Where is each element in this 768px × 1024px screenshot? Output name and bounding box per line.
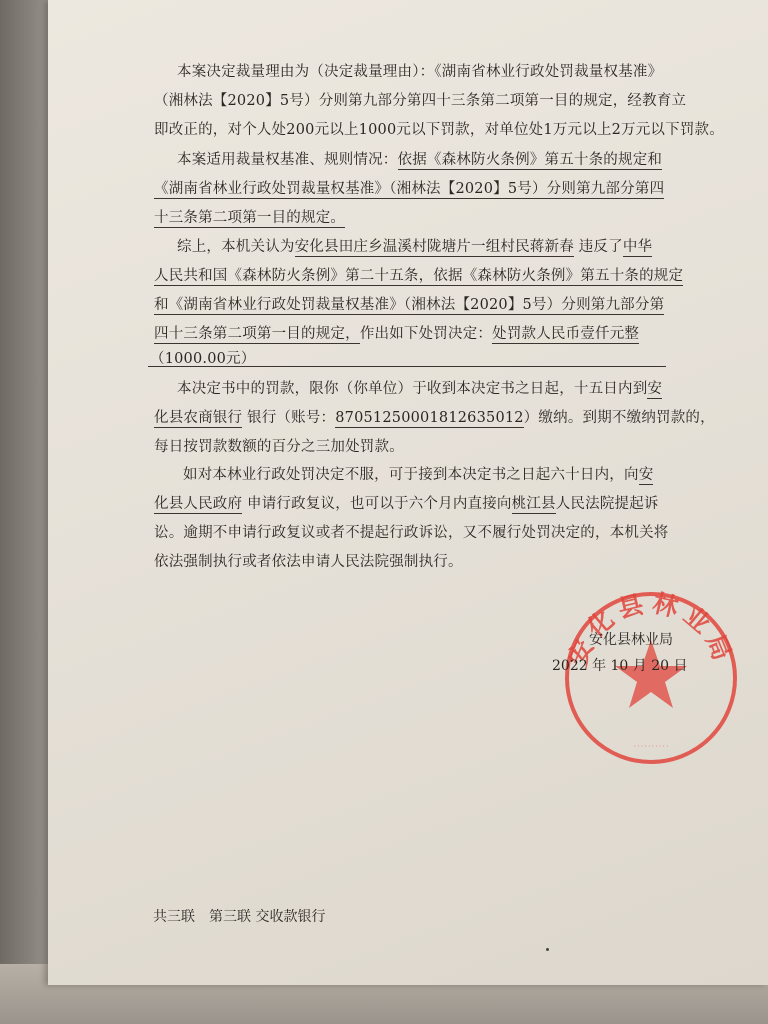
p5-line-1 — [183, 463, 653, 484]
p5-underlined-1: 安 — [638, 467, 654, 483]
p3-underlined-4: 四十三条第二项第一目的规定， — [154, 326, 360, 342]
p3-line-3 — [154, 293, 664, 314]
p2-prefix: 本案适用裁量权基准、规则情况： — [177, 152, 398, 168]
p3-fill-line — [148, 366, 666, 367]
p4-bank-name: 化县农商银行 — [154, 410, 243, 426]
p1-line-2: （湘林法【2020】5号）分则第九部分第四十三条第二项第一目的规定，经教育立 — [154, 93, 687, 109]
p2-underlined-2: 《湖南省林业行政处罚裁量权基准》（湘林法【2020】5号）分则第九部分第四 — [154, 181, 665, 197]
background-left — [0, 0, 50, 1024]
p3-underlined-1b: 中华 — [622, 239, 653, 255]
official-seal — [561, 588, 741, 768]
p5-mid: 申请行政复议，也可以于六个月内直接向 — [247, 496, 512, 512]
seal-code: ·········· — [632, 743, 670, 750]
seal-text: 安化县林业局 — [562, 588, 740, 670]
p3-prefix: 综上，本机关认为 — [177, 239, 295, 255]
p3-underlined-3: 和《湖南省林业行政处罚裁量权基准》（湘林法【2020】5号）分则第九部分第 — [154, 297, 665, 313]
p4-underlined-1: 安 — [647, 381, 663, 397]
p4-line-3: 每日按罚款数额的百分之三加处罚款。 — [154, 439, 404, 455]
p4-account-label: 银行（账号： — [247, 410, 336, 426]
p3-penalty-amount: 处罚款人民币壹仟元整 — [492, 326, 640, 342]
p4-suffix: ）缴纳。到期不缴纳罚款的， — [523, 410, 715, 426]
p3-violator: 安化县田庄乡温溪村陇塘片一组村民蒋新春 — [294, 239, 574, 255]
p2-underlined-1: 依据《森林防火条例》第五十条的规定和 — [397, 152, 663, 168]
p2-line-2 — [154, 177, 664, 198]
p4-line-1 — [177, 377, 662, 398]
footer-copy-note: 共三联 第三联 交收款银行 — [153, 909, 326, 925]
p5-government: 化县人民政府 — [154, 496, 243, 512]
p5-suffix: 人民法院提起诉 — [555, 496, 659, 512]
p3-line-2 — [154, 264, 683, 285]
p3-underlined-2: 人民共和国《森林防火条例》第二十五条，依据《森林防火条例》第五十条的规定 — [154, 268, 684, 284]
p5-line-3: 讼。逾期不申请行政复议或者不提起行政诉讼，又不履行处罚决定的，本机关将 — [154, 525, 669, 541]
p2-line-1 — [177, 148, 662, 169]
p3-line-5: （1000.00元） — [150, 351, 256, 367]
p4-line-2 — [154, 406, 715, 427]
p1-line-3: 即改正的，对个人处200元以上1000元以下罚款，对单位处1万元以上2万元以下罚款。 — [154, 122, 724, 138]
p4-prefix: 本决定书中的罚款，限你（你单位）于收到本决定书之日起，十五日内到 — [177, 381, 648, 397]
p1-line-1: 本案决定裁量理由为（决定裁量理由）：《湖南省林业行政处罚裁量权基准》 — [177, 64, 663, 80]
p3-line-1 — [177, 235, 652, 256]
paper-speck — [546, 948, 549, 951]
document-page — [48, 0, 768, 985]
p2-line-3 — [154, 206, 345, 227]
p5-line-2 — [154, 492, 659, 513]
issuing-agency: 安化县林业局 — [589, 632, 673, 648]
p3-suffix: 违反了 — [578, 239, 623, 255]
p5-line-4: 依法强制执行或者依法申请人民法院强制执行。 — [154, 554, 463, 570]
issue-date: 2022 年 10 月 20 日 — [552, 658, 688, 674]
p2-underlined-3: 十三条第二项第一目的规定。 — [154, 210, 346, 226]
p5-court-county: 桃江县 — [511, 496, 556, 512]
p3-line-4 — [154, 322, 639, 343]
p3-decision-intro: 作出如下处罚决定： — [359, 326, 493, 342]
p4-account-number: 87051250001812635012 — [335, 410, 524, 426]
p5-prefix: 如对本林业行政处罚决定不服，可于接到本决定书之日起六十日内，向 — [183, 467, 639, 483]
